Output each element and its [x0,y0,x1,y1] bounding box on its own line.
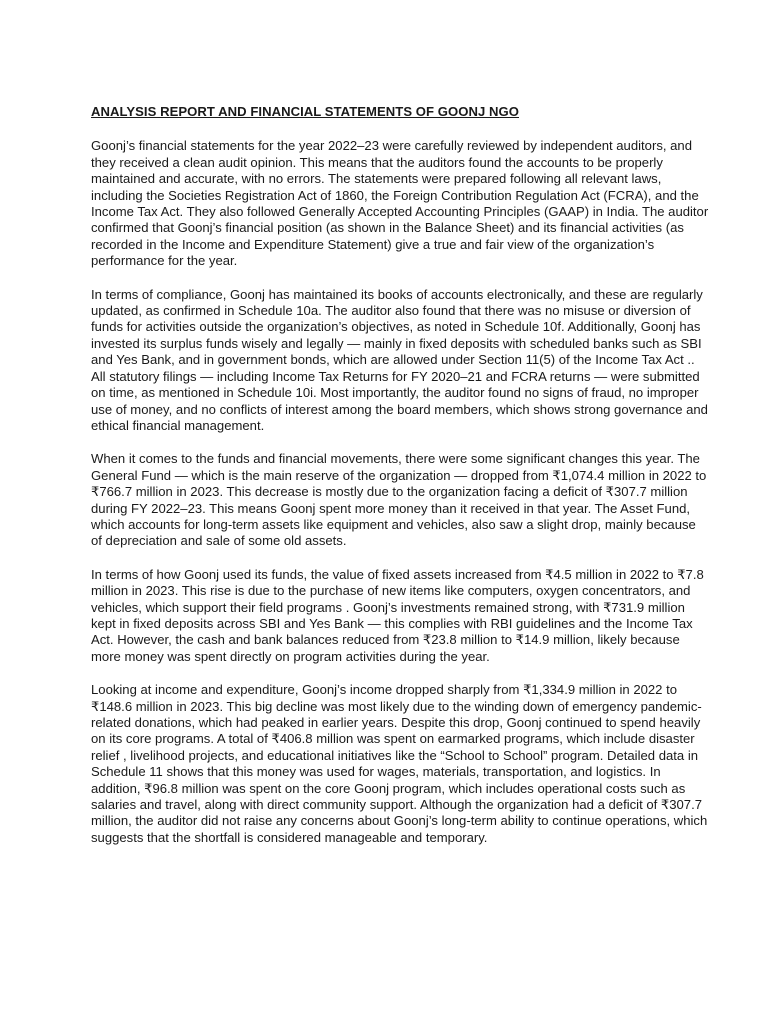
paragraph-compliance: In terms of compliance, Goonj has maintained its books of accounts electronically, and these are regularly updated, as confirmed in Schedule 10a. The auditor also found that there was no misuse or diversion of funds for activities outside the organization’s objectives, as noted in Schedule 10f. Additionally, Goonj has invested its surplus funds wisely and legally — mainly in fixed deposits with scheduled banks such as SBI and Yes Bank, and in government bonds, which are allowed under Section 11(5) of the Income Tax Act .. All statutory filings — including Income Tax Returns for FY 2020–21 and FCRA returns — were submitted on time, as mentioned in Schedule 10i. Most importantly, the auditor found no signs of fraud, no improper use of money, and no conflicts of interest among the board members, which shows strong governance and ethical financial management. [91,286,708,433]
paragraph-income-expenditure: Looking at income and expenditure, Goonj’s income dropped sharply from ₹1,334.9 million in 2022 to ₹148.6 million in 2023. This big decline was most likely due to the winding down of emergency pandemic-related donations, which had peaked in earlier years. Despite this drop, Goonj continued to spend heavily on its core programs. A total of ₹406.8 million was spent on earmarked programs, which include disaster relief , livelihood projects, and educational initiatives like the “School to School” program. Detailed data in Schedule 11 shows that this money was used for wages, materials, transportation, and logistics. In addition, ₹96.8 million was spent on the core Goonj program, which includes operational costs such as salaries and travel, along with direct community support. Although the organization had a deficit of ₹307.7 million, the auditor did not raise any concerns about Goonj’s long-term ability to continue operations, which suggests that the shortfall is considered manageable and temporary. [91,682,708,845]
paragraph-audit-opinion: Goonj’s financial statements for the year 2022–23 were carefully reviewed by independent auditors, and they received a clean audit opinion. This means that the auditors found the accounts to be properly maintained and accurate, with no errors. The statements were prepared following all relevant laws, including the Societies Registration Act of 1860, the Foreign Contribution Regulation Act (FCRA), and the Income Tax Act. They also followed Generally Accepted Accounting Principles (GAAP) in India. The auditor confirmed that Goonj’s financial position (as shown in the Balance Sheet) and its financial activities (as recorded in the Income and Expenditure Statement) give a true and fair view of the organization’s performance for the year. [91,138,709,269]
paragraph-use-of-funds: In terms of how Goonj used its funds, the value of fixed assets increased from ₹4.5 million in 2022 to ₹7.8 million in 2023. This rise is due to the purchase of new items like computers, oxygen concentrators, and vehicles, which support their field programs . Goonj’s investments remained strong, with ₹731.9 million kept in fixed deposits across SBI and Yes Bank — this complies with RBI guidelines and the Income Tax Act. However, the cash and bank balances reduced from ₹23.8 million to ₹14.9 million, likely because more money was spent directly on program activities during the year. [91,566,704,664]
document-page [91,104,709,863]
paragraph-funds-movements: When it comes to the funds and financial movements, there were some significant changes this year. The General Fund — which is the main reserve of the organization — dropped from ₹1,074.4 million in 2022 to ₹766.7 million in 2023. This decrease is mostly due to the organization facing a deficit of ₹307.7 million during FY 2022–23. This means Goonj spent more money than it received in that year. The Asset Fund, which accounts for long-term assets like equipment and vehicles, also saw a slight drop, mainly because of depreciation and sale of some old assets. [91,451,707,549]
document-title: ANALYSIS REPORT AND FINANCIAL STATEMENTS OF GOONJ NGO [91,104,519,119]
